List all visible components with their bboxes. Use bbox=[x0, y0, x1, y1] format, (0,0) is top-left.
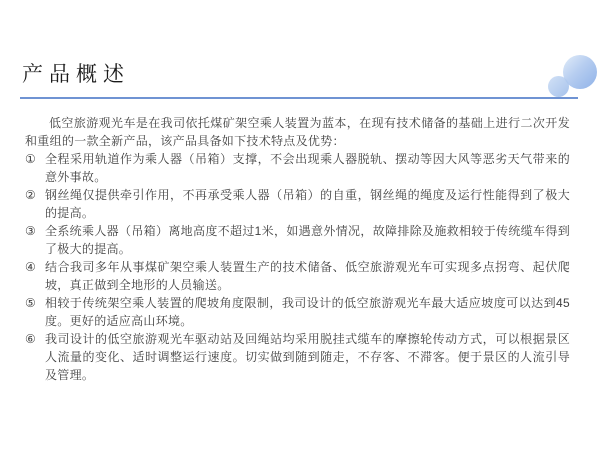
list-item-marker: ① bbox=[25, 152, 37, 166]
list-item bbox=[25, 186, 570, 222]
list-item-marker: ⑤ bbox=[25, 296, 37, 310]
list-item bbox=[25, 258, 570, 294]
list-item-marker: ② bbox=[25, 188, 37, 202]
list-item-text: 全系统乘人器（吊箱）离地高度不超过1米，如遇意外情况，故障排除及施救相较于传统缆车得到了极大的提高。 bbox=[45, 224, 570, 256]
list-item-marker: ③ bbox=[25, 224, 37, 238]
list-item bbox=[25, 150, 570, 186]
feature-list bbox=[25, 150, 570, 384]
list-item-marker: ⑥ bbox=[25, 332, 37, 346]
list-item-text: 我司设计的低空旅游观光车驱动站及回绳站均采用脱挂式缆车的摩擦轮传动方式，可以根据景区人流量的变化、适时调整运行速度。切实做到随到随走，不存客、不滞客。便于景区的人流引导及管理。 bbox=[45, 332, 570, 382]
list-item bbox=[25, 294, 570, 330]
list-item-text: 结合我司多年从事煤矿架空乘人装置生产的技术储备、低空旅游观光车可实现多点拐弯、起伏爬坡，真正做到全地形的人员输送。 bbox=[45, 260, 570, 292]
list-item-marker: ④ bbox=[25, 260, 37, 274]
title-underline-rule bbox=[20, 97, 578, 99]
body-text-block bbox=[25, 114, 570, 384]
list-item bbox=[25, 330, 570, 384]
list-item-text: 相较于传统架空乘人装置的爬坡角度限制，我司设计的低空旅游观光车最大适应坡度可以达到45度。更好的适应高山环境。 bbox=[45, 296, 570, 328]
intro-paragraph: 低空旅游观光车是在我司依托煤矿架空乘人装置为蓝本，在现有技术储备的基础上进行二次开发和重组的一款全新产品，该产品具备如下技术特点及优势： bbox=[25, 116, 570, 148]
list-item bbox=[25, 222, 570, 258]
list-item-text: 钢丝绳仅提供牵引作用，不再承受乘人器（吊箱）的自重，钢丝绳的绳度及运行性能得到了极大的提高。 bbox=[45, 188, 570, 220]
list-item-text: 全程采用轨道作为乘人器（吊箱）支撑，不会出现乘人器脱轨、摆动等因大风等恶劣天气带来的意外事故。 bbox=[45, 152, 570, 184]
page-title: 产品概述 bbox=[22, 63, 130, 86]
decorative-circle-small bbox=[548, 76, 569, 97]
